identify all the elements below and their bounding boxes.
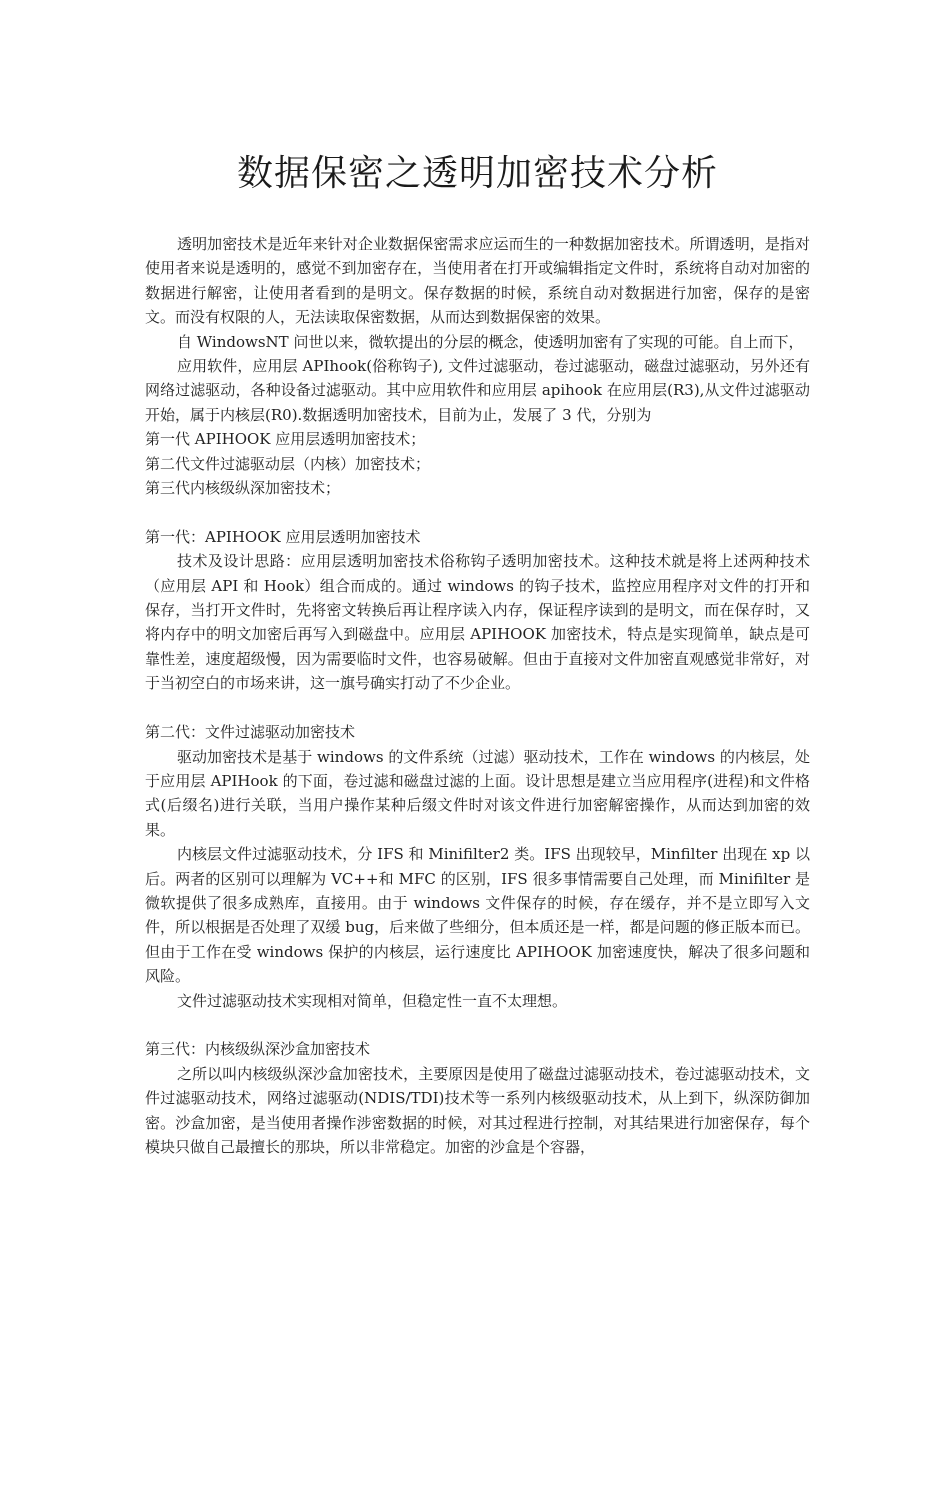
- section-3-heading: 第三代：内核级纵深沙盒加密技术: [145, 1040, 371, 1059]
- section-2-paragraph-3: 文件过滤驱动技术实现相对简单，但稳定性一直不太理想。: [177, 991, 568, 1010]
- document-body: [145, 232, 810, 1159]
- section-spacer: [145, 1013, 810, 1037]
- intro-paragraph-1: 透明加密技术是近年来针对企业数据保密需求应运而生的一种数据加密技术。所谓透明，是指对使用者来说是透明的，感觉不到加密存在，当使用者在打开或编辑指定文件时，系统将自动对加密的数据进行解密，让使用者看到的是明文。保存数据的时候，系统自动对数据进行加密，保存的是密文。而没有权限的人，无法读取保密数据，从而达到数据保密的效果。: [145, 235, 810, 327]
- generation-list-item-1: 第一代 APIHOOK 应用层透明加密技术；: [145, 430, 426, 449]
- section-2-paragraph-2: 内核层文件过滤驱动技术，分 IFS 和 Minifilter2 类。IFS 出现较早，Minfilter 出现在 xp 以后。两者的区别可以理解为 VC++和 MFC 的区别，IFS 很多事情需要自己处理，而 Minifilter 是微软提供了很多成熟库，直接用。由于 windows 文件保存的时候，存在缓存，并不是立即写入文件，所以根据是否处理了双缓 bug，后来做了些细分，但本质还是一样，都是问题的修正版本而已。但由于工作在受 windows 保护的内核层，运行速度比 APIHOOK 加密速度快，解决了很多问题和风险。: [145, 845, 810, 986]
- section-2-heading: 第二代：文件过滤驱动加密技术: [145, 723, 356, 742]
- intro-paragraph-3: 应用软件，应用层 APIhook(俗称钩子), 文件过滤驱动，卷过滤驱动，磁盘过滤驱动，另外还有网络过滤驱动，各种设备过滤驱动。其中应用软件和应用层 apihook 在应用层(R3),从文件过滤驱动开始，属于内核层(R0).数据透明加密技术，目前为止，发展了 3 代，分别为: [145, 357, 810, 424]
- document-page: [0, 150, 950, 1495]
- page-title: 数据保密之透明加密技术分析: [236, 153, 718, 194]
- intro-paragraph-2: 自 WindowsNT 问世以来，微软提出的分层的概念，使透明加密有了实现的可能。自上而下，: [177, 332, 804, 351]
- section-1-heading: 第一代：APIHOOK 应用层透明加密技术: [145, 527, 421, 546]
- generation-list-item-2: 第二代文件过滤驱动层（内核）加密技术；: [145, 454, 431, 473]
- section-2-paragraph-1: 驱动加密技术是基于 windows 的文件系统（过滤）驱动技术，工作在 windows 的内核层，处于应用层 APIHook 的下面，卷过滤和磁盘过滤的上面。设计思想是建立当应用程序(进程)和文件格式(后缀名)进行关联，当用户操作某种后缀文件时对该文件进行加密解密操作，从而达到加密的效果。: [145, 747, 810, 839]
- section-spacer: [145, 696, 810, 720]
- section-1-paragraph-1: 技术及设计思路：应用层透明加密技术俗称钩子透明加密技术。这种技术就是将上述两种技术（应用层 API 和 Hook）组合而成的。通过 windows 的钩子技术，监控应用程序对文件的打开和保存，当打开文件时，先将密文转换后再让程序读入内存，保证程序读到的是明文，而在保存时，又将内存中的明文加密后再写入到磁盘中。应用层 APIHOOK 加密技术，特点是实现简单，缺点是可靠性差，速度超级慢，因为需要临时文件，也容易破解。但由于直接对文件加密直观感觉非常好，对于当初空白的市场来讲，这一旗号确实打动了不少企业。: [145, 552, 810, 693]
- section-3-paragraph-1: 之所以叫内核级纵深沙盒加密技术，主要原因是使用了磁盘过滤驱动技术，卷过滤驱动技术，文件过滤驱动技术，网络过滤驱动(NDIS/TDI)技术等一系列内核级驱动技术，从上到下，纵深防御加密。沙盒加密，是当使用者操作涉密数据的时候，对其过程进行控制，对其结果进行加密保存，每个模块只做自己最擅长的那块，所以非常稳定。加密的沙盒是个容器，: [145, 1064, 810, 1156]
- generation-list-item-3: 第三代内核级纵深加密技术；: [145, 479, 341, 498]
- section-spacer: [145, 500, 810, 524]
